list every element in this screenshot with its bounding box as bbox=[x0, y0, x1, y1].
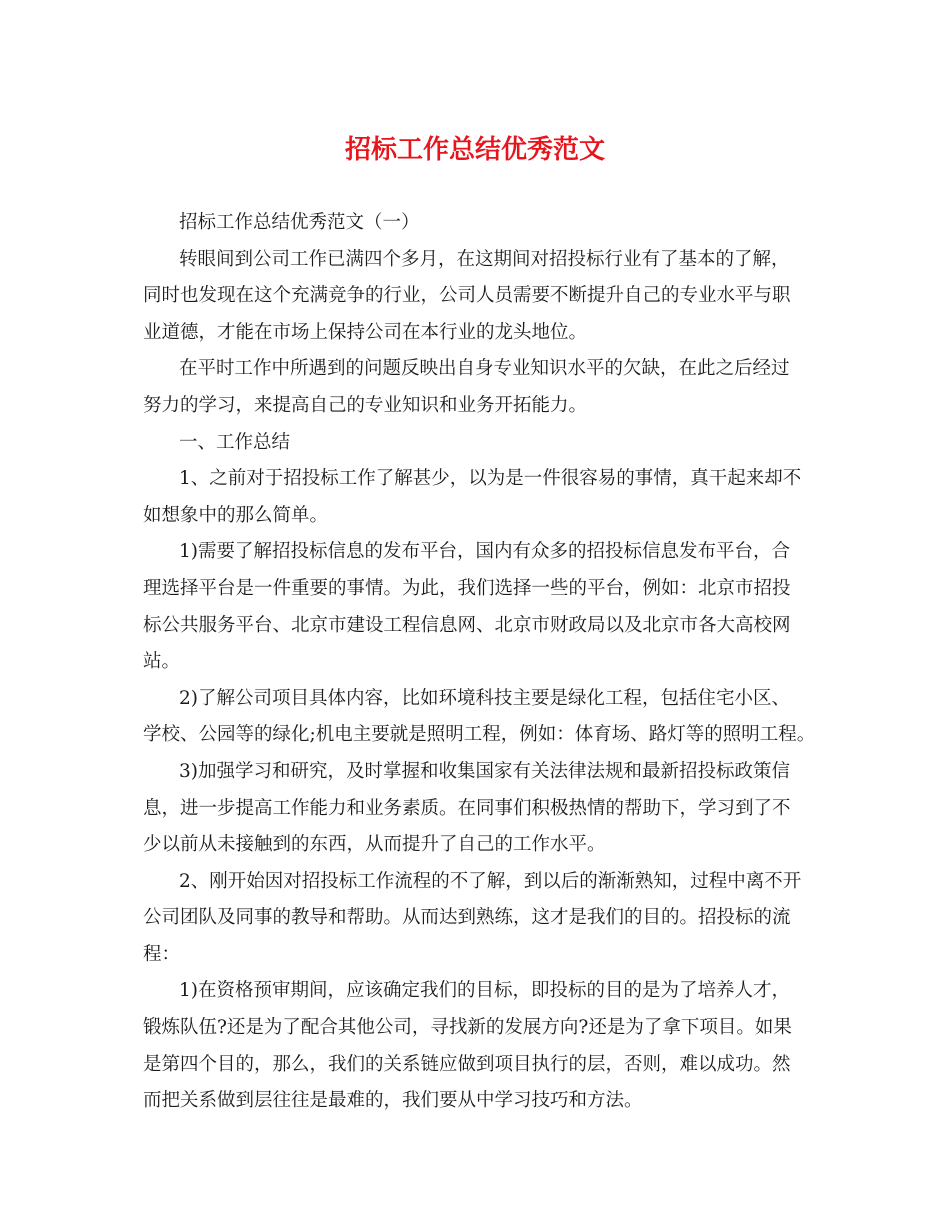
document-body bbox=[143, 205, 823, 1120]
text-line: 努力的学习，来提高自己的专业知识和业务开拓能力。 bbox=[143, 394, 588, 416]
text-line: 转眼间到公司工作已满四个多月，在这期间对招投标行业有了基本的了解， bbox=[179, 248, 790, 270]
text-line: 1、之前对于招投标工作了解甚少，以为是一件很容易的事情，真干起来却不 bbox=[179, 468, 802, 490]
text-line: 站。 bbox=[143, 651, 181, 673]
text-line: 程： bbox=[143, 943, 181, 965]
text-line: 2)了解公司项目具体内容，比如环境科技主要是绿化工程，包括住宅小区、 bbox=[179, 687, 790, 709]
text-line: 公司团队及同事的教导和帮助。从而达到熟练，这才是我们的目的。招投标的流 bbox=[143, 907, 791, 929]
text-line: 一、工作总结 bbox=[179, 431, 291, 453]
document-title: 招标工作总结优秀范文 bbox=[344, 135, 605, 165]
text-line: 是第四个目的，那么，我们的关系链应做到项目执行的层，否则，难以成功。然 bbox=[143, 1053, 791, 1075]
text-line: 理选择平台是一件重要的事情。为此，我们选择一些的平台，例如：北京市招投 bbox=[143, 577, 791, 599]
text-line: 标公共服务平台、北京市建设工程信息网、北京市财政局以及北京市各大高校网 bbox=[143, 614, 791, 636]
text-line: 2、刚开始因对招投标工作流程的不了解，到以后的渐渐熟知，过程中离不开 bbox=[179, 870, 802, 892]
text-line: 在平时工作中所遇到的问题反映出自身专业知识水平的欠缺，在此之后经过 bbox=[179, 358, 790, 380]
text-line: 业道德，才能在市场上保持公司在本行业的龙头地位。 bbox=[143, 321, 588, 343]
text-line: 学校、公园等的绿化;机电主要就是照明工程，例如：体育场、路灯等的照明工程。 bbox=[143, 724, 816, 746]
text-line: 锻炼队伍?还是为了配合其他公司，寻找新的发展方向?还是为了拿下项目。如果 bbox=[143, 1017, 792, 1039]
text-line: 招标工作总结优秀范文（一） bbox=[179, 212, 420, 233]
text-line: 同时也发现在这个充满竞争的行业，公司人员需要不断提升自己的专业水平与职 bbox=[143, 285, 791, 307]
text-line: 1)在资格预审期间，应该确定我们的目标，即投标的目的是为了培养人才， bbox=[179, 980, 790, 1002]
text-line: 1)需要了解招投标信息的发布平台，国内有众多的招投标信息发布平台，合 bbox=[179, 541, 790, 563]
text-line: 如想象中的那么简单。 bbox=[143, 504, 329, 526]
text-line: 息，进一步提高工作能力和业务素质。在同事们积极热情的帮助下，学习到了不 bbox=[143, 797, 791, 819]
text-line: 3)加强学习和研究，及时掌握和收集国家有关法律法规和最新招投标政策信 bbox=[179, 760, 790, 782]
text-line: 而把关系做到层往往是最难的，我们要从中学习技巧和方法。 bbox=[143, 1090, 643, 1112]
text-line: 少以前从未接触到的东西，从而提升了自己的工作水平。 bbox=[143, 834, 606, 856]
